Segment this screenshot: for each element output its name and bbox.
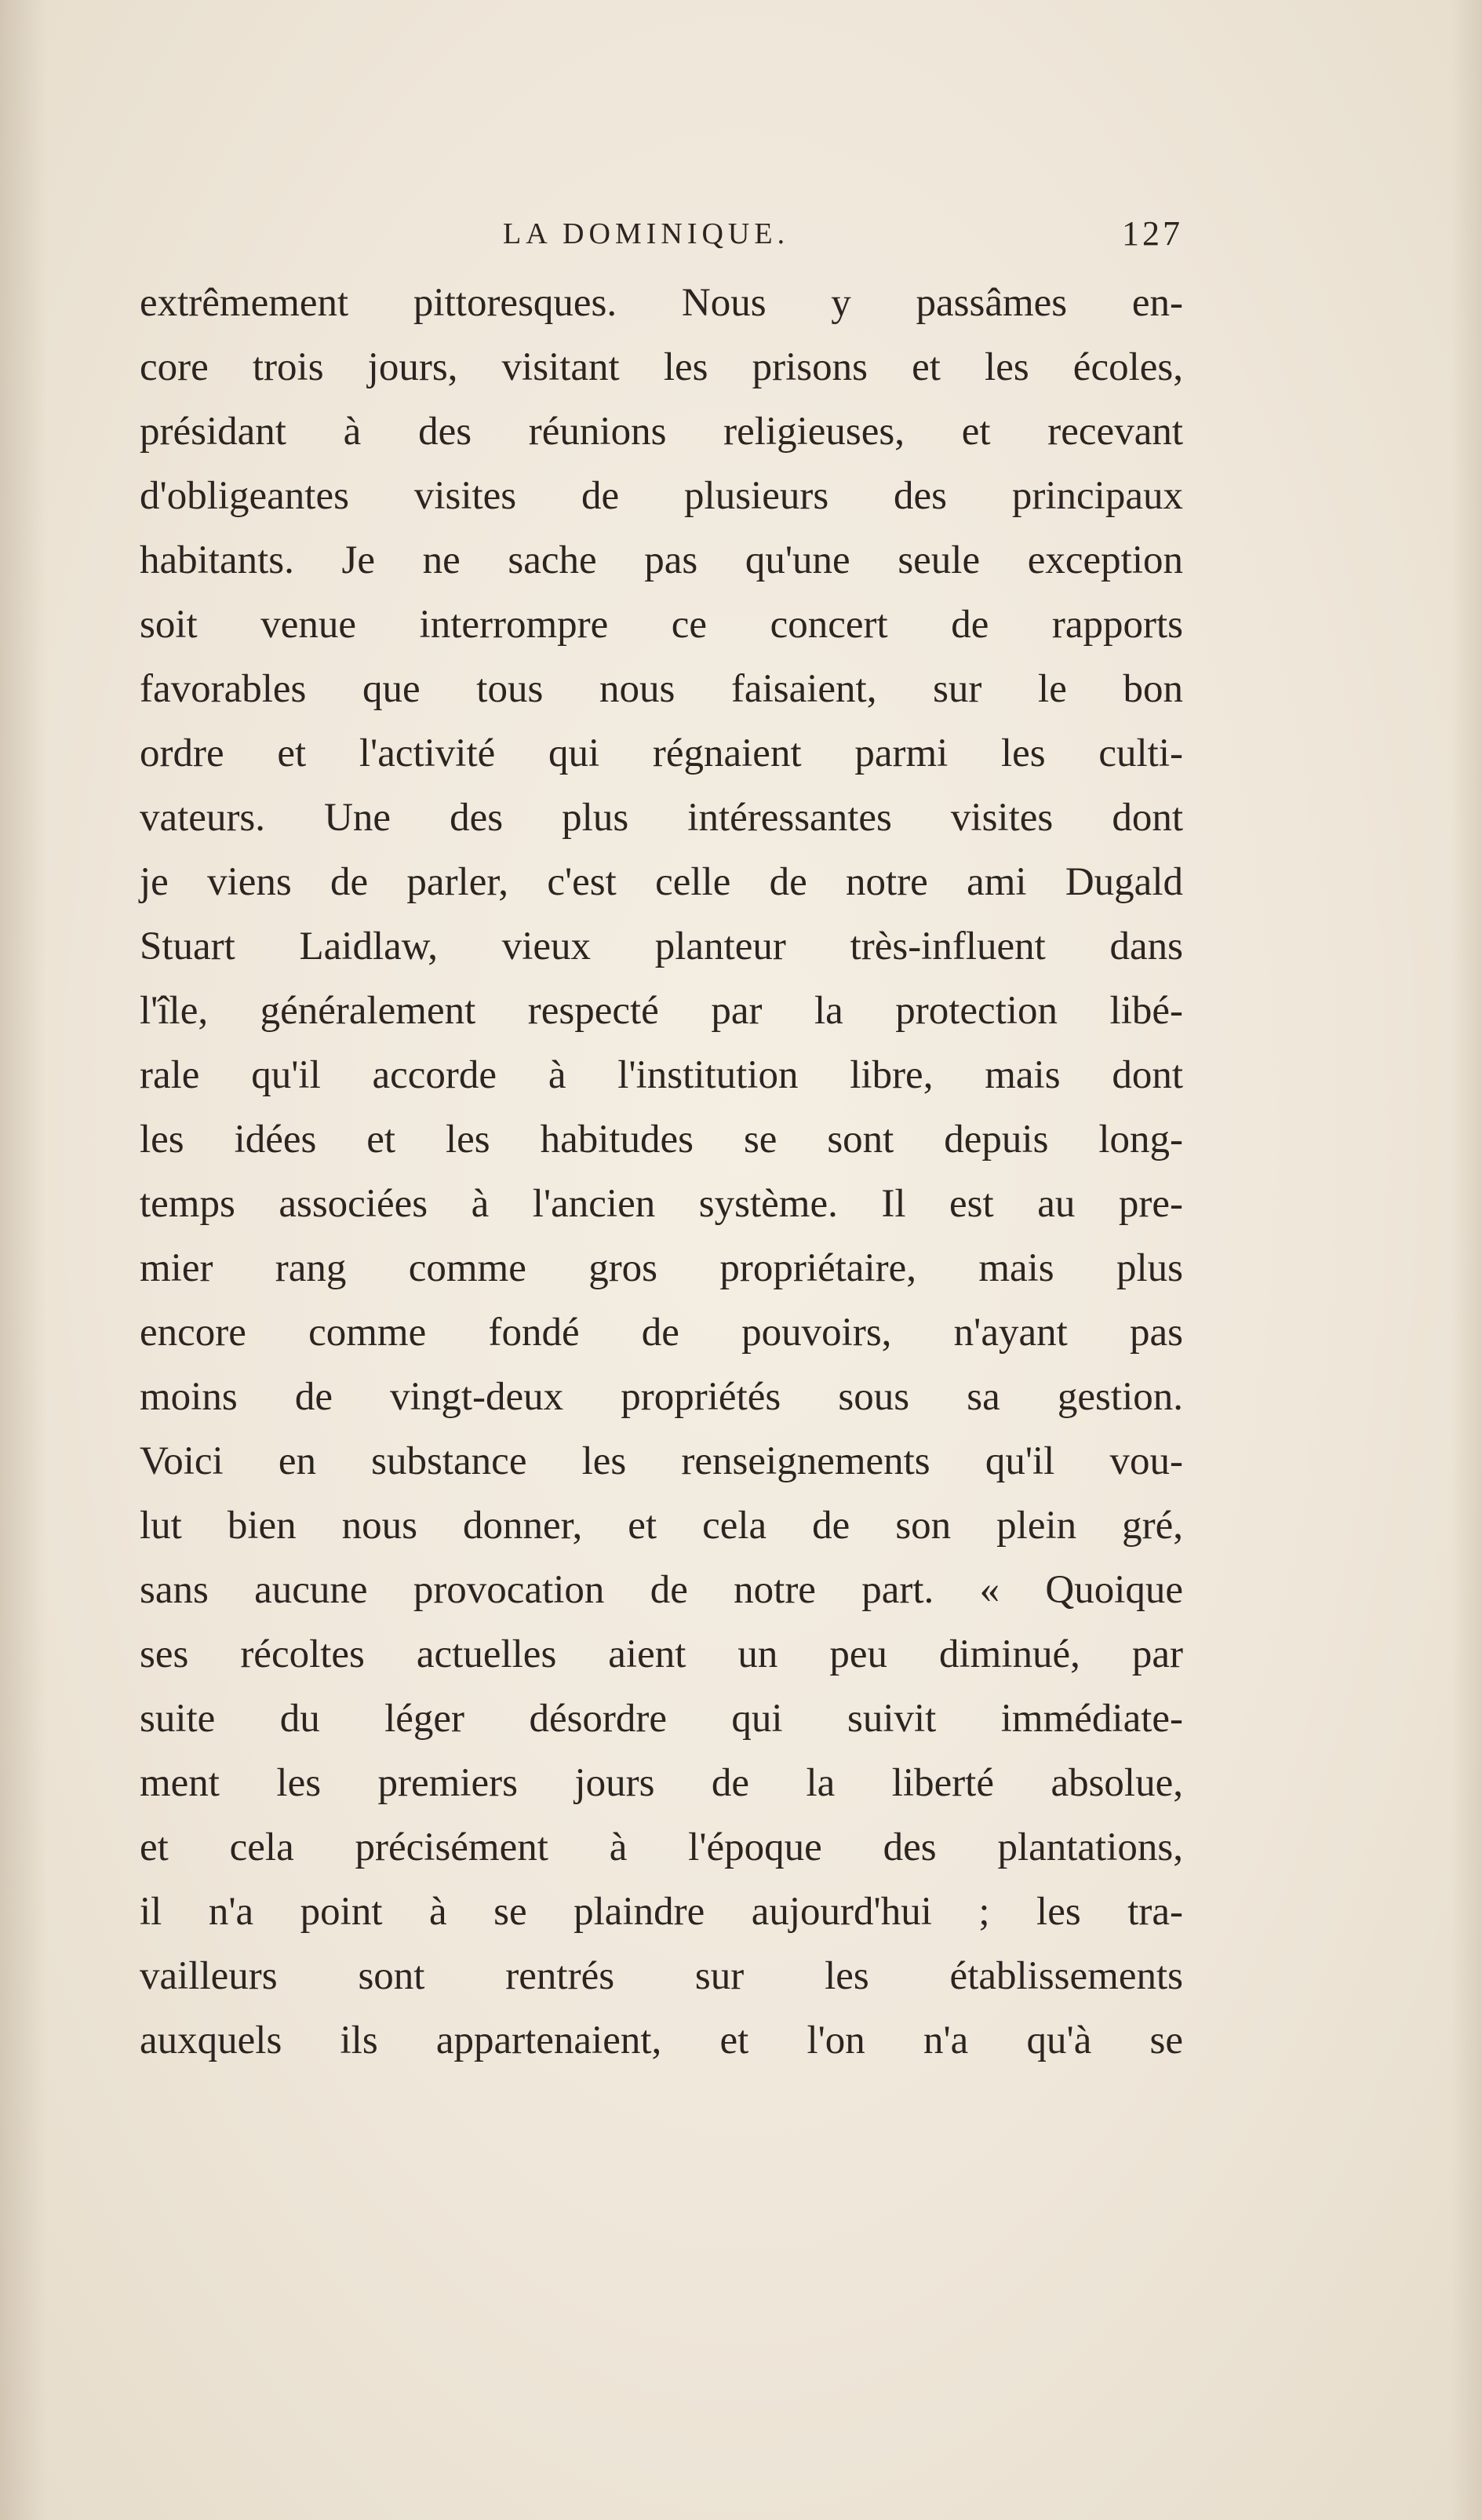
- text-line: d'obligeantes visites de plusieurs des principaux: [140, 474, 1183, 518]
- text-line: auxquels ils appartenaient, et l'on n'a qu'à se: [140, 2019, 1183, 2062]
- text-line: je viens de parler, c'est celle de notre ami Dugald: [140, 860, 1183, 904]
- page-gutter-shadow: [0, 0, 47, 2520]
- text-line: core trois jours, visitant les prisons et les écoles,: [140, 345, 1183, 389]
- text-line: mier rang comme gros propriétaire, mais plus: [140, 1246, 1183, 1290]
- body-text: [140, 271, 1183, 2073]
- text-line: habitants. Je ne sache pas qu'une seule exception: [140, 538, 1183, 582]
- text-line: Stuart Laidlaw, vieux planteur très-influent dans: [140, 924, 1183, 968]
- text-line: rale qu'il accorde à l'institution libre, mais dont: [140, 1053, 1183, 1097]
- text-line: l'île, généralement respecté par la protection libé-: [140, 989, 1183, 1033]
- text-line: et cela précisément à l'époque des plantations,: [140, 1825, 1183, 1869]
- text-line: vateurs. Une des plus intéressantes visites dont: [140, 796, 1183, 840]
- text-line: encore comme fondé de pouvoirs, n'ayant pas: [140, 1311, 1183, 1355]
- text-line: ses récoltes actuelles aient un peu diminué, par: [140, 1632, 1183, 1676]
- running-head: [138, 210, 1183, 257]
- text-line: il n'a point à se plaindre aujourd'hui ; les tra-: [140, 1890, 1183, 1934]
- text-line: sans aucune provocation de notre part. « Quoique: [140, 1568, 1183, 1612]
- text-line: extrêmement pittoresques. Nous y passâmes en-: [140, 281, 1183, 325]
- text-line: ment les premiers jours de la liberté absolue,: [140, 1761, 1183, 1805]
- running-title: LA DOMINIQUE.: [503, 217, 790, 250]
- page-edge-shadow: [1451, 0, 1482, 2520]
- text-line: soit venue interrompre ce concert de rapports: [140, 603, 1183, 647]
- text-line: vailleurs sont rentrés sur les établissements: [140, 1954, 1183, 1998]
- page-number: 127: [1122, 214, 1183, 253]
- text-line: suite du léger désordre qui suivit immédiate-: [140, 1697, 1183, 1741]
- text-line: présidant à des réunions religieuses, et recevant: [140, 410, 1183, 454]
- text-line: temps associées à l'ancien système. Il est au pre-: [140, 1182, 1183, 1226]
- text-line: les idées et les habitudes se sont depuis long-: [140, 1118, 1183, 1162]
- text-line: moins de vingt-deux propriétés sous sa gestion.: [140, 1375, 1183, 1419]
- text-line: Voici en substance les renseignements qu'il vou-: [140, 1439, 1183, 1483]
- text-line: favorables que tous nous faisaient, sur le bon: [140, 667, 1183, 711]
- text-line: lut bien nous donner, et cela de son plein gré,: [140, 1504, 1183, 1548]
- text-line: ordre et l'activité qui régnaient parmi les culti-: [140, 731, 1183, 775]
